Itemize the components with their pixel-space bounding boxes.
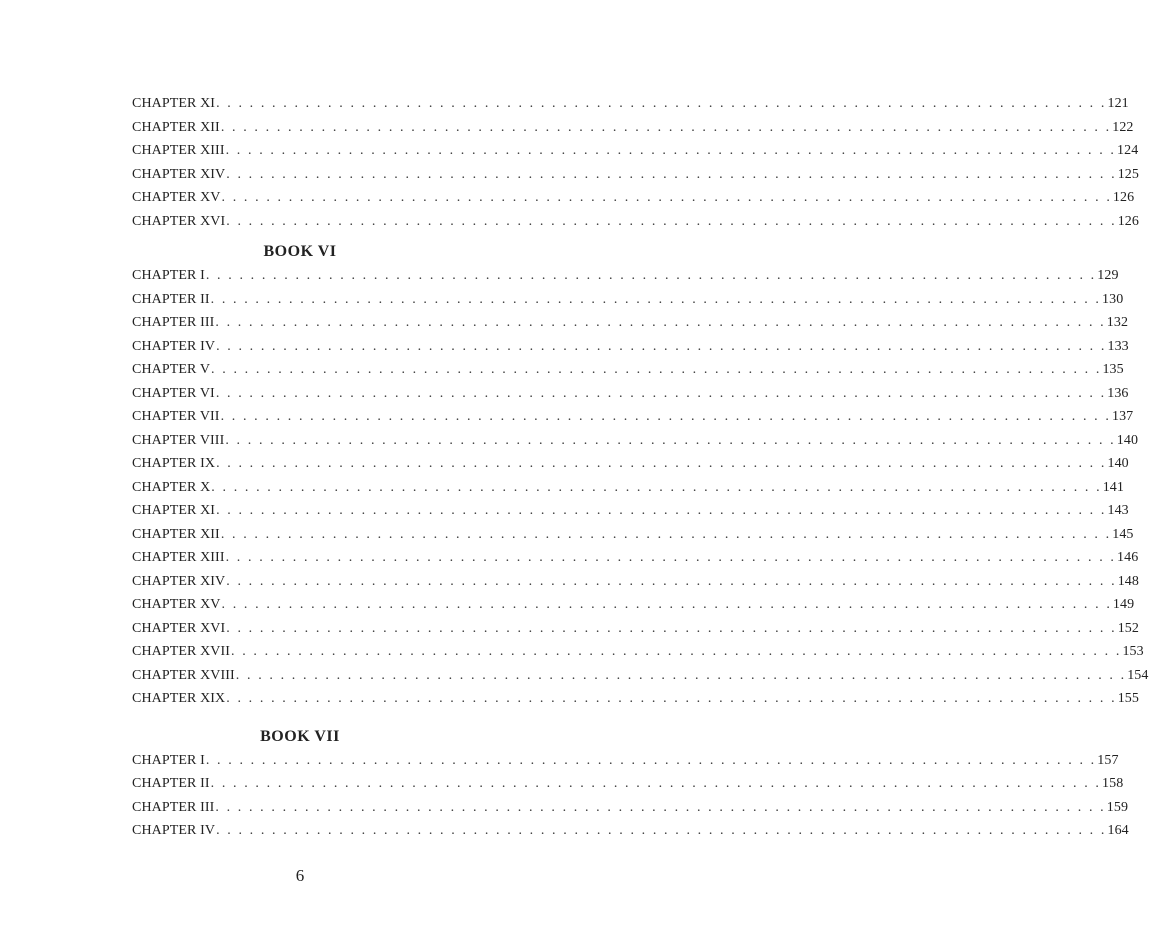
- chapter-page-number: 121: [1107, 96, 1129, 111]
- chapter-title: CHAPTER XII: [132, 119, 220, 135]
- toc-entry: [132, 116, 1134, 140]
- book-heading: BOOK VI: [263, 243, 337, 260]
- toc-entry: [132, 264, 1119, 288]
- dot-leader: . . . . . . . . . . . . . . . . . . . . . . . . . . . . . . . . . . . . . . . . . . . . . . . . . . . . . . . . . . . . . . . . . . . . . . . . . . . . . . . .: [216, 96, 1107, 111]
- chapter-page-number: 122: [1112, 119, 1134, 135]
- toc-entry: [132, 570, 1139, 594]
- dot-leader: . . . . . . . . . . . . . . . . . . . . . . . . . . . . . . . . . . . . . . . . . . . . . . . . . . . . . . . . . . . . . . . . . . . . . . . . . . . . . . . .: [211, 479, 1102, 495]
- toc-entry: [132, 163, 1139, 187]
- chapter-title: CHAPTER XIV: [132, 166, 226, 182]
- dot-leader: . . . . . . . . . . . . . . . . . . . . . . . . . . . . . . . . . . . . . . . . . . . . . . . . . . . . . . . . . . . . . . . . . . . . . . . . . . . . . . . .: [226, 573, 1117, 589]
- toc-entry: [132, 405, 1134, 429]
- dot-leader: . . . . . . . . . . . . . . . . . . . . . . . . . . . . . . . . . . . . . . . . . . . . . . . . . . . . . . . . . . . . . . . . . . . . . . . . . . . . . . . .: [215, 315, 1106, 330]
- book-heading: BOOK VII: [260, 727, 340, 745]
- dot-leader: . . . . . . . . . . . . . . . . . . . . . . . . . . . . . . . . . . . . . . . . . . . . . . . . . . . . . . . . . . . . . . . . . . . . . . . . . . . . . . . .: [220, 119, 1112, 135]
- toc-entry: [132, 796, 1129, 820]
- chapter-page-number: 152: [1117, 620, 1139, 636]
- toc-entry: [132, 499, 1129, 523]
- toc-entry: [132, 311, 1129, 335]
- dot-leader: . . . . . . . . . . . . . . . . . . . . . . . . . . . . . . . . . . . . . . . . . . . . . . . . . . . . . . . . . . . . . . . . . . . . . . . . . . . . . . . .: [231, 644, 1122, 659]
- table-of-contents: [132, 92, 1149, 843]
- toc-entry: [132, 429, 1139, 453]
- toc-entry: [132, 819, 1129, 843]
- chapter-title: CHAPTER II: [132, 291, 210, 307]
- chapter-title: CHAPTER XIX: [132, 691, 226, 706]
- toc-entry: [132, 749, 1119, 773]
- toc-entry: [132, 335, 1129, 359]
- dot-leader: . . . . . . . . . . . . . . . . . . . . . . . . . . . . . . . . . . . . . . . . . . . . . . . . . . . . . . . . . . . . . . . . . . . . . . . . . . . . . . . .: [205, 268, 1097, 283]
- toc-entry: [132, 210, 1139, 234]
- toc-entry: [132, 617, 1139, 641]
- chapter-page-number: 143: [1107, 503, 1129, 518]
- chapter-title: CHAPTER III: [132, 799, 215, 815]
- dot-leader: . . . . . . . . . . . . . . . . . . . . . . . . . . . . . . . . . . . . . . . . . . . . . . . . . . . . . . . . . . . . . . . . . . . . . . . . . . . . . . . .: [216, 456, 1107, 471]
- chapter-title: CHAPTER XIV: [132, 573, 226, 589]
- chapter-page-number: 126: [1112, 190, 1135, 205]
- chapter-page-number: 157: [1097, 752, 1119, 768]
- chapter-page-number: 146: [1117, 550, 1139, 565]
- chapter-page-number: 136: [1107, 385, 1129, 401]
- toc-entry: [132, 92, 1129, 116]
- chapter-page-number: 153: [1122, 644, 1144, 659]
- dot-leader: . . . . . . . . . . . . . . . . . . . . . . . . . . . . . . . . . . . . . . . . . . . . . . . . . . . . . . . . . . . . . . . . . . . . . . . . . . . . . . . .: [225, 432, 1116, 448]
- dot-leader: . . . . . . . . . . . . . . . . . . . . . . . . . . . . . . . . . . . . . . . . . . . . . . . . . . . . . . . . . . . . . . . . . . . . . . . . . . . . . . . .: [225, 550, 1116, 565]
- toc-entry: [132, 452, 1129, 476]
- chapter-title: CHAPTER XIII: [132, 143, 225, 158]
- chapter-page-number: 159: [1106, 799, 1129, 815]
- chapter-title: CHAPTER I: [132, 268, 205, 283]
- chapter-page-number: 130: [1102, 291, 1124, 307]
- chapter-title: CHAPTER IX: [132, 456, 216, 471]
- dot-leader: . . . . . . . . . . . . . . . . . . . . . . . . . . . . . . . . . . . . . . . . . . . . . . . . . . . . . . . . . . . . . . . . . . . . . . . . . . . . . . . .: [226, 620, 1117, 636]
- dot-leader: . . . . . . . . . . . . . . . . . . . . . . . . . . . . . . . . . . . . . . . . . . . . . . . . . . . . . . . . . . . . . . . . . . . . . . . . . . . . . . . .: [226, 166, 1117, 182]
- chapter-page-number: 155: [1117, 691, 1139, 706]
- chapter-page-number: 133: [1107, 338, 1129, 354]
- chapter-title: CHAPTER XI: [132, 503, 216, 518]
- chapter-title: CHAPTER XV: [132, 190, 221, 205]
- toc-entry: [132, 640, 1144, 664]
- chapter-title: CHAPTER VII: [132, 409, 220, 424]
- dot-leader: . . . . . . . . . . . . . . . . . . . . . . . . . . . . . . . . . . . . . . . . . . . . . . . . . . . . . . . . . . . . . . . . . . . . . . . . . . . . . . . .: [215, 799, 1106, 815]
- chapter-page-number: 125: [1117, 166, 1139, 182]
- chapter-title: CHAPTER V: [132, 362, 211, 377]
- chapter-page-number: 137: [1111, 409, 1134, 424]
- dot-leader: . . . . . . . . . . . . . . . . . . . . . . . . . . . . . . . . . . . . . . . . . . . . . . . . . . . . . . . . . . . . . . . . . . . . . . . . . . . . . . . .: [226, 213, 1117, 229]
- toc-entry: [132, 772, 1124, 796]
- chapter-title: CHAPTER II: [132, 776, 210, 791]
- dot-leader: . . . . . . . . . . . . . . . . . . . . . . . . . . . . . . . . . . . . . . . . . . . . . . . . . . . . . . . . . . . . . . . . . . . . . . . . . . . . . . . .: [220, 409, 1111, 424]
- toc-entry: [132, 546, 1139, 570]
- dot-leader: . . . . . . . . . . . . . . . . . . . . . . . . . . . . . . . . . . . . . . . . . . . . . . . . . . . . . . . . . . . . . . . . . . . . . . . . . . . . . . . .: [225, 143, 1116, 158]
- dot-leader: . . . . . . . . . . . . . . . . . . . . . . . . . . . . . . . . . . . . . . . . . . . . . . . . . . . . . . . . . . . . . . . . . . . . . . . . . . . . . . . .: [221, 190, 1112, 205]
- chapter-title: CHAPTER XVI: [132, 213, 226, 229]
- toc-entry: [132, 382, 1129, 406]
- chapter-page-number: 141: [1102, 479, 1125, 495]
- toc-entry: [132, 664, 1149, 688]
- chapter-page-number: 158: [1102, 776, 1124, 791]
- dot-leader: . . . . . . . . . . . . . . . . . . . . . . . . . . . . . . . . . . . . . . . . . . . . . . . . . . . . . . . . . . . . . . . . . . . . . . . . . . . . . . . .: [220, 526, 1112, 542]
- dot-leader: . . . . . . . . . . . . . . . . . . . . . . . . . . . . . . . . . . . . . . . . . . . . . . . . . . . . . . . . . . . . . . . . . . . . . . . . . . . . . . . .: [216, 503, 1107, 518]
- toc-entry: [132, 186, 1135, 210]
- chapter-page-number: 154: [1127, 667, 1149, 683]
- chapter-title: CHAPTER XIII: [132, 550, 225, 565]
- chapter-title: CHAPTER VIII: [132, 432, 225, 448]
- toc-entry: [132, 687, 1139, 711]
- dot-leader: . . . . . . . . . . . . . . . . . . . . . . . . . . . . . . . . . . . . . . . . . . . . . . . . . . . . . . . . . . . . . . . . . . . . . . . . . . . . . . . .: [215, 385, 1107, 401]
- chapter-page-number: 149: [1112, 597, 1135, 612]
- toc-entry: [132, 358, 1124, 382]
- dot-leader: . . . . . . . . . . . . . . . . . . . . . . . . . . . . . . . . . . . . . . . . . . . . . . . . . . . . . . . . . . . . . . . . . . . . . . . . . . . . . . . .: [235, 667, 1127, 683]
- toc-entry: [132, 139, 1139, 163]
- dot-leader: . . . . . . . . . . . . . . . . . . . . . . . . . . . . . . . . . . . . . . . . . . . . . . . . . . . . . . . . . . . . . . . . . . . . . . . . . . . . . . . .: [216, 338, 1107, 354]
- chapter-page-number: 140: [1107, 456, 1129, 471]
- chapter-title: CHAPTER XVIII: [132, 667, 235, 683]
- chapter-title: CHAPTER III: [132, 315, 215, 330]
- chapter-page-number: 129: [1097, 268, 1119, 283]
- chapter-title: CHAPTER XI: [132, 96, 216, 111]
- chapter-title: CHAPTER I: [132, 752, 205, 768]
- chapter-page-number: 148: [1117, 573, 1139, 589]
- chapter-title: CHAPTER XVI: [132, 620, 226, 636]
- toc-entry: [132, 476, 1125, 500]
- dot-leader: . . . . . . . . . . . . . . . . . . . . . . . . . . . . . . . . . . . . . . . . . . . . . . . . . . . . . . . . . . . . . . . . . . . . . . . . . . . . . . . .: [210, 776, 1102, 791]
- dot-leader: . . . . . . . . . . . . . . . . . . . . . . . . . . . . . . . . . . . . . . . . . . . . . . . . . . . . . . . . . . . . . . . . . . . . . . . . . . . . . . . .: [221, 597, 1112, 612]
- toc-entry: [132, 523, 1134, 547]
- dot-leader: . . . . . . . . . . . . . . . . . . . . . . . . . . . . . . . . . . . . . . . . . . . . . . . . . . . . . . . . . . . . . . . . . . . . . . . . . . . . . . . .: [210, 291, 1102, 307]
- page-number: 6: [295, 866, 305, 885]
- chapter-title: CHAPTER X: [132, 479, 211, 495]
- chapter-page-number: 132: [1106, 315, 1129, 330]
- chapter-page-number: 164: [1107, 823, 1129, 838]
- chapter-page-number: 124: [1117, 143, 1139, 158]
- chapter-title: CHAPTER VI: [132, 385, 215, 401]
- dot-leader: . . . . . . . . . . . . . . . . . . . . . . . . . . . . . . . . . . . . . . . . . . . . . . . . . . . . . . . . . . . . . . . . . . . . . . . . . . . . . . . .: [226, 691, 1117, 706]
- chapter-title: CHAPTER XII: [132, 526, 220, 542]
- dot-leader: . . . . . . . . . . . . . . . . . . . . . . . . . . . . . . . . . . . . . . . . . . . . . . . . . . . . . . . . . . . . . . . . . . . . . . . . . . . . . . . .: [211, 362, 1102, 377]
- dot-leader: . . . . . . . . . . . . . . . . . . . . . . . . . . . . . . . . . . . . . . . . . . . . . . . . . . . . . . . . . . . . . . . . . . . . . . . . . . . . . . . .: [205, 752, 1097, 768]
- chapter-title: CHAPTER IV: [132, 338, 216, 354]
- chapter-title: CHAPTER XVII: [132, 644, 231, 659]
- dot-leader: . . . . . . . . . . . . . . . . . . . . . . . . . . . . . . . . . . . . . . . . . . . . . . . . . . . . . . . . . . . . . . . . . . . . . . . . . . . . . . . .: [216, 823, 1107, 838]
- chapter-title: CHAPTER XV: [132, 597, 221, 612]
- toc-entry: [132, 288, 1124, 312]
- chapter-page-number: 126: [1117, 213, 1139, 229]
- chapter-page-number: 140: [1116, 432, 1139, 448]
- toc-entry: [132, 593, 1135, 617]
- chapter-page-number: 135: [1102, 362, 1124, 377]
- chapter-page-number: 145: [1112, 526, 1134, 542]
- chapter-title: CHAPTER IV: [132, 823, 216, 838]
